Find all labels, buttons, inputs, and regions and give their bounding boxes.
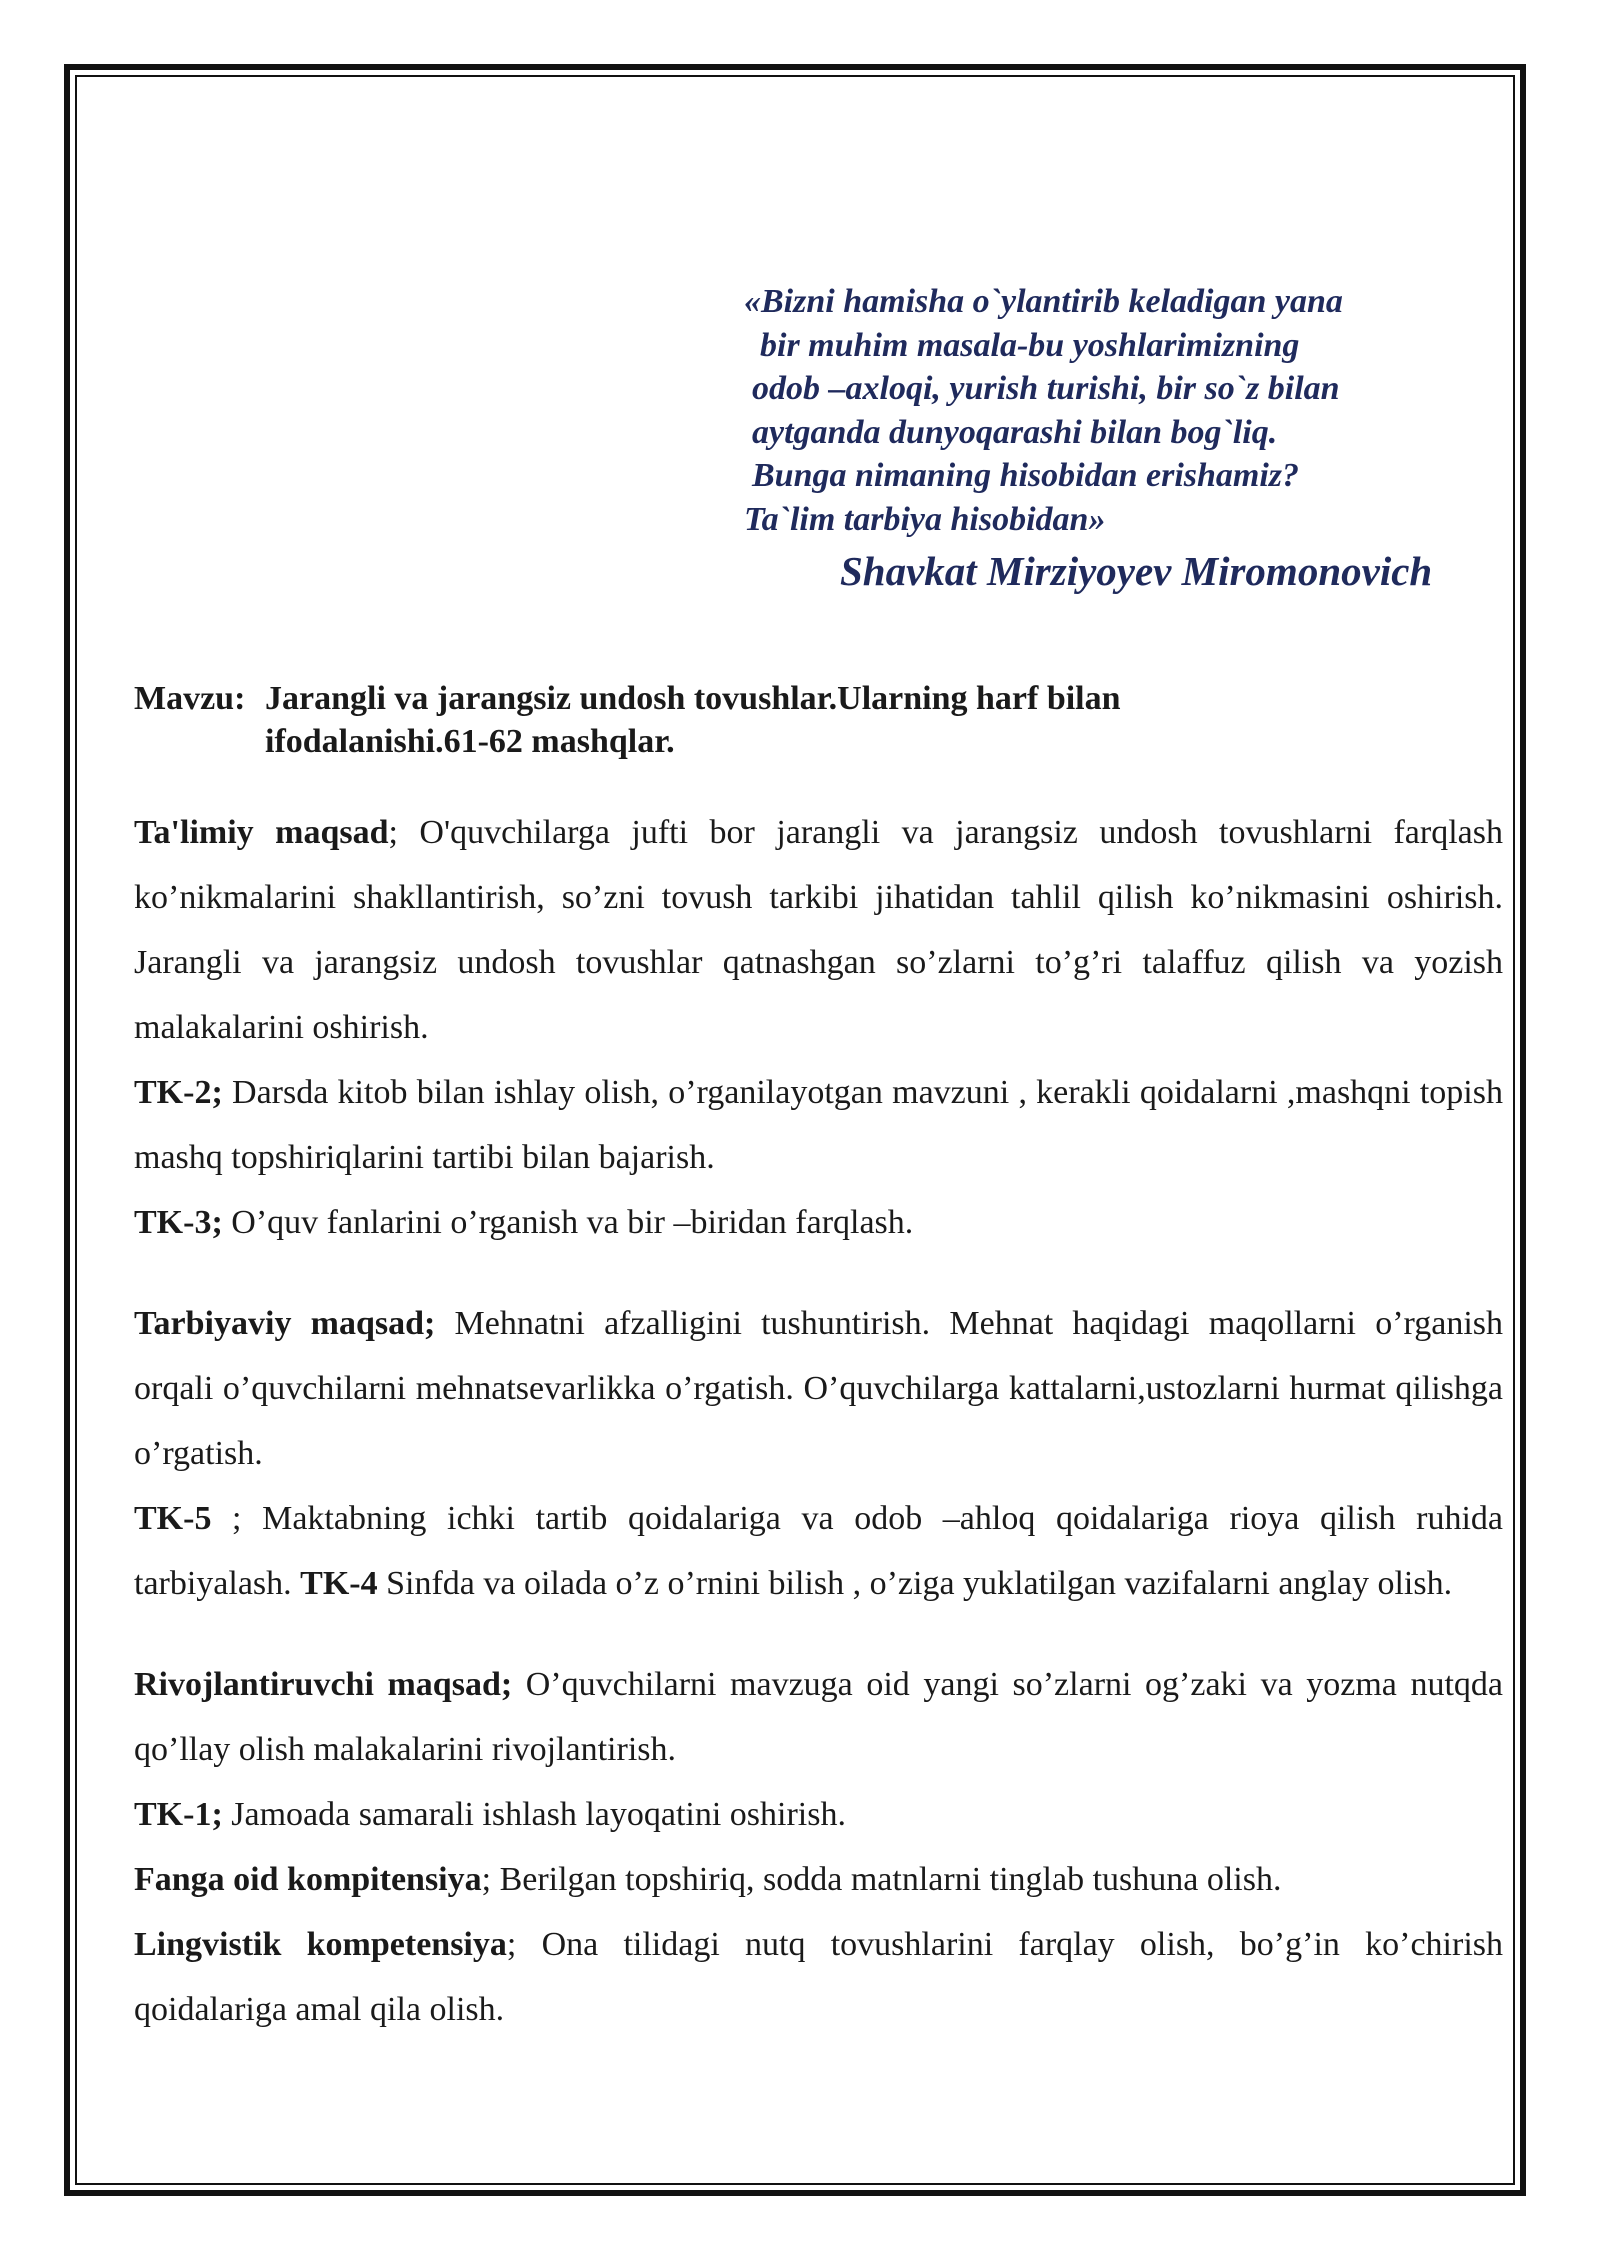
paragraph-text: Jamoada samarali ishlash layoqatini oshirish. — [222, 1796, 846, 1833]
tk3-paragraph — [134, 1190, 1503, 1255]
paragraph-label: TK-2; — [134, 1074, 223, 1111]
epigraph-line: «Bizni hamisha o`ylantirib keladigan yana — [744, 283, 1343, 320]
tk2-paragraph — [134, 1060, 1503, 1190]
paragraph-text: Darsda kitob bilan ishlay olish, o’rganilayotgan mavzuni , kerakli qoidalarni ,mashqni topish mashq topshiriqlarini tartibi bilan bajarish. — [134, 1074, 1503, 1176]
epigraph-line: Bunga nimaning hisobidan erishamiz? — [752, 457, 1300, 494]
paragraph-text: O’quvchilarni mavzuga oid yangi so’zlarni og’zaki va yozma nutqda qo’llay olish malakalarini rivojlantirish. — [134, 1666, 1503, 1768]
topic-label: Mavzu: — [134, 680, 246, 717]
upbringing-goal-paragraph — [134, 1291, 1503, 1486]
epigraph-author: Shavkat Mirziyoyev Miromonovich — [840, 548, 1433, 594]
lesson-topic — [134, 677, 1504, 763]
paragraph-label: TK-5 — [134, 1500, 212, 1537]
paragraph-label: TK-3; — [134, 1204, 223, 1241]
epigraph-line: bir muhim masala-bu yoshlarimizning — [760, 326, 1300, 364]
paragraph-text: ; Ona tilidagi nutq tovushlarini farqlay olish, bo’g’in ko’chirish qoidalariga amal qila olish. — [134, 1926, 1503, 2028]
paragraph-label: TK-1; — [134, 1796, 223, 1833]
paragraph-text: O’quv fanlarini o’rganish va bir –biridan farqlash. — [222, 1204, 914, 1241]
epigraph-quote — [744, 280, 1504, 599]
tk5-tk4-paragraph — [134, 1486, 1503, 1616]
educational-goal-paragraph — [134, 800, 1503, 1060]
developmental-goal-paragraph — [134, 1652, 1503, 1782]
epigraph-line: odob –axloqi, yurish turishi, bir so`z bilan — [752, 370, 1340, 407]
paragraph-label: TK-4 — [300, 1565, 378, 1602]
topic-title-line1: Jarangli va jarangsiz undosh tovushlar.Ularning harf bilan — [265, 680, 1121, 717]
paragraph-label: Fanga oid kompitensiya — [134, 1861, 482, 1898]
paragraph-text: ; O'quvchilarga jufti bor jarangli va jarangsiz undosh tovushlarni farqlash ko’nikmalarini shakllantirish, so’zni tovush tarkibi jihatidan tahlil qilish ko’nikmasini oshirish. Jarangli va jarangsiz undosh tovushlar qatnashgan so’zlarni to’g’ri talaffuz qilish va yozish malakalarini oshirish. — [134, 814, 1503, 1046]
paragraph-label: Ta'limiy maqsad — [134, 814, 389, 851]
tk1-paragraph — [134, 1782, 1503, 1847]
lesson-objectives — [134, 800, 1503, 2042]
epigraph-line: aytganda dunyoqarashi bilan bog`liq. — [752, 413, 1278, 451]
subject-competence-paragraph — [134, 1847, 1503, 1912]
paragraph-label: Lingvistik kompetensiya — [134, 1926, 507, 1963]
epigraph-line: Ta`lim tarbiya hisobidan» — [744, 500, 1106, 538]
paragraph-label: Tarbiyaviy maqsad; — [134, 1305, 436, 1342]
linguistic-competence-paragraph — [134, 1912, 1503, 2042]
topic-title-line2: ifodalanishi.61-62 mashqlar. — [265, 723, 675, 760]
paragraph-text: ; Berilgan topshiriq, sodda matnlarni tinglab tushuna olish. — [481, 1861, 1282, 1898]
paragraph-text: ; Maktabning ichki tartib qoidalariga va odob –ahloq qoidalariga rioya qilish ruhida tarbiyalash. — [134, 1500, 1503, 1602]
paragraph-text: Mehnatni afzalligini tushuntirish. Mehnat haqidagi maqollarni o’rganish orqali o’quvchilarni mehnatsevarlikka o’rgatish. O’quvchilarga kattalarni,ustozlarni hurmat qilishga o’rgatish. — [134, 1305, 1503, 1472]
paragraph-label: Rivojlantiruvchi maqsad; — [134, 1666, 513, 1703]
paragraph-text: Sinfda va oilada o’z o’rnini bilish , o’ziga yuklatilgan vazifalarni anglay olish. — [377, 1565, 1453, 1602]
